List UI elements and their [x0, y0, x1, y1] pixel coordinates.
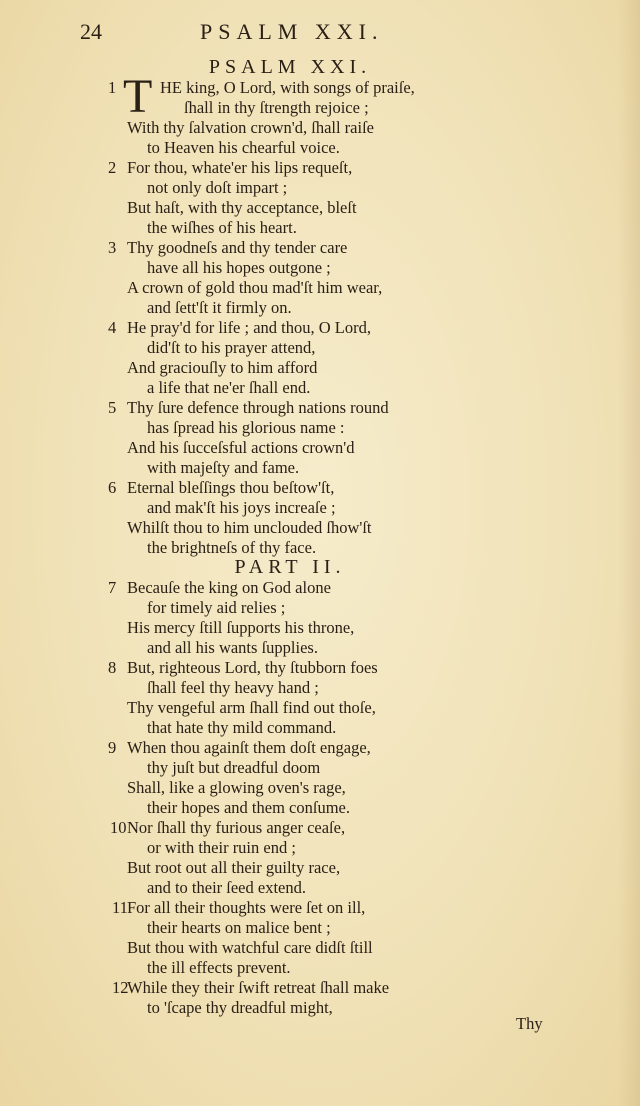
verse-line: When thou againſt them doſt engage,	[127, 738, 371, 757]
verse-line: And graciouſly to him afford	[127, 358, 318, 377]
verse-line: But, righteous Lord, thy ſtubborn foes	[127, 658, 378, 677]
verse-line: for timely aid relies ;	[147, 598, 286, 617]
verse-number: 4	[108, 318, 117, 337]
verse-line: But thou with watchful care didſt ſtill	[127, 938, 373, 957]
verse-line: not only doſt impart ;	[147, 178, 288, 197]
verse-number: 6	[108, 478, 117, 497]
part-title: PART II.	[234, 556, 346, 578]
verse-line: and all his wants ſupplies.	[147, 638, 318, 657]
verse-number: 11	[112, 898, 128, 917]
verse-line: HE king, O Lord, with songs of praiſe,	[160, 78, 415, 97]
verse-line: Thy ſure defence through nations round	[127, 398, 389, 417]
verse-line: ſhall feel thy heavy hand ;	[147, 678, 319, 697]
verse-line: thy juſt but dreadful doom	[147, 758, 321, 777]
verse-line: Thy goodneſs and thy tender care	[127, 238, 348, 257]
verse-number: 3	[108, 238, 117, 257]
verse-number: 7	[108, 578, 117, 597]
verse-line: Thy vengeful arm ſhall find out thoſe,	[127, 698, 376, 717]
verse-line: with majeſty and fame.	[147, 458, 300, 477]
verse-line: But haſt, with thy acceptance, bleſt	[127, 198, 357, 217]
verse-line: A crown of gold thou mad'ſt him wear,	[127, 278, 383, 297]
verse-line: the brightneſs of thy face.	[147, 538, 317, 557]
verse-line: their hearts on malice bent ;	[147, 918, 331, 937]
verse-number: 10	[110, 818, 127, 837]
verse-number: 2	[108, 158, 117, 177]
catchword: Thy	[516, 1014, 543, 1033]
verse-line: or with their ruin end ;	[147, 838, 296, 857]
verse-line: For thou, whate'er his lips requeſt,	[127, 158, 353, 177]
verse-line: His mercy ſtill ſupports his throne,	[127, 618, 355, 637]
verse-line: to 'ſcape thy dreadful might,	[147, 998, 333, 1017]
verse-line: With thy ſalvation crown'd, ſhall raiſe	[127, 118, 374, 137]
verse-line: the wiſhes of his heart.	[147, 218, 297, 237]
verse-line: But root out all their guilty race,	[127, 858, 341, 877]
verse-line: Shall, like a glowing oven's rage,	[127, 778, 346, 797]
verse-line: Eternal bleſſings thou beſtow'ſt,	[127, 478, 335, 497]
page-number: 24	[80, 19, 102, 44]
verse-line: Whilſt thou to him unclouded ſhow'ſt	[127, 518, 372, 537]
verse-line: have all his hopes outgone ;	[147, 258, 331, 277]
verse-line: Becauſe the king on God alone	[127, 578, 331, 597]
verse-number: 12	[112, 978, 129, 997]
verse-line: has ſpread his glorious name :	[147, 418, 345, 437]
verse-line: did'ſt to his prayer attend,	[147, 338, 316, 357]
verse-line: and to their ſeed extend.	[147, 878, 306, 897]
verse-line: and ſett'ſt it firmly on.	[147, 298, 292, 317]
verse-line: And his ſucceſsful actions crown'd	[127, 438, 355, 457]
verse-line: their hopes and them conſume.	[147, 798, 350, 817]
verse-line: Nor ſhall thy furious anger ceaſe,	[127, 818, 346, 837]
page-edge-shadow	[618, 0, 640, 1106]
verse-number: 8	[108, 658, 117, 677]
verse-line: ſhall in thy ſtrength rejoice ;	[184, 98, 369, 117]
verse-number: 1	[108, 78, 117, 97]
psalm-title: PSALM XXI.	[208, 56, 372, 78]
verse-number: 5	[108, 398, 117, 417]
verse-line: He pray'd for life ; and thou, O Lord,	[127, 318, 371, 337]
verse-number: 9	[108, 738, 117, 757]
drop-cap: T	[123, 70, 153, 123]
verse-line: For all their thoughts were ſet on ill,	[127, 898, 366, 917]
verse-line: a life that ne'er ſhall end.	[147, 378, 311, 397]
verse-line: to Heaven his chearful voice.	[147, 138, 340, 157]
verse-line: the ill effects prevent.	[147, 958, 291, 977]
verse-line: and mak'ſt his joys increaſe ;	[147, 498, 336, 517]
verse-line: that hate thy mild command.	[147, 718, 337, 737]
running-title: PSALM XXI.	[200, 19, 384, 44]
verse-line: While they their ſwift retreat ſhall make	[127, 978, 390, 997]
